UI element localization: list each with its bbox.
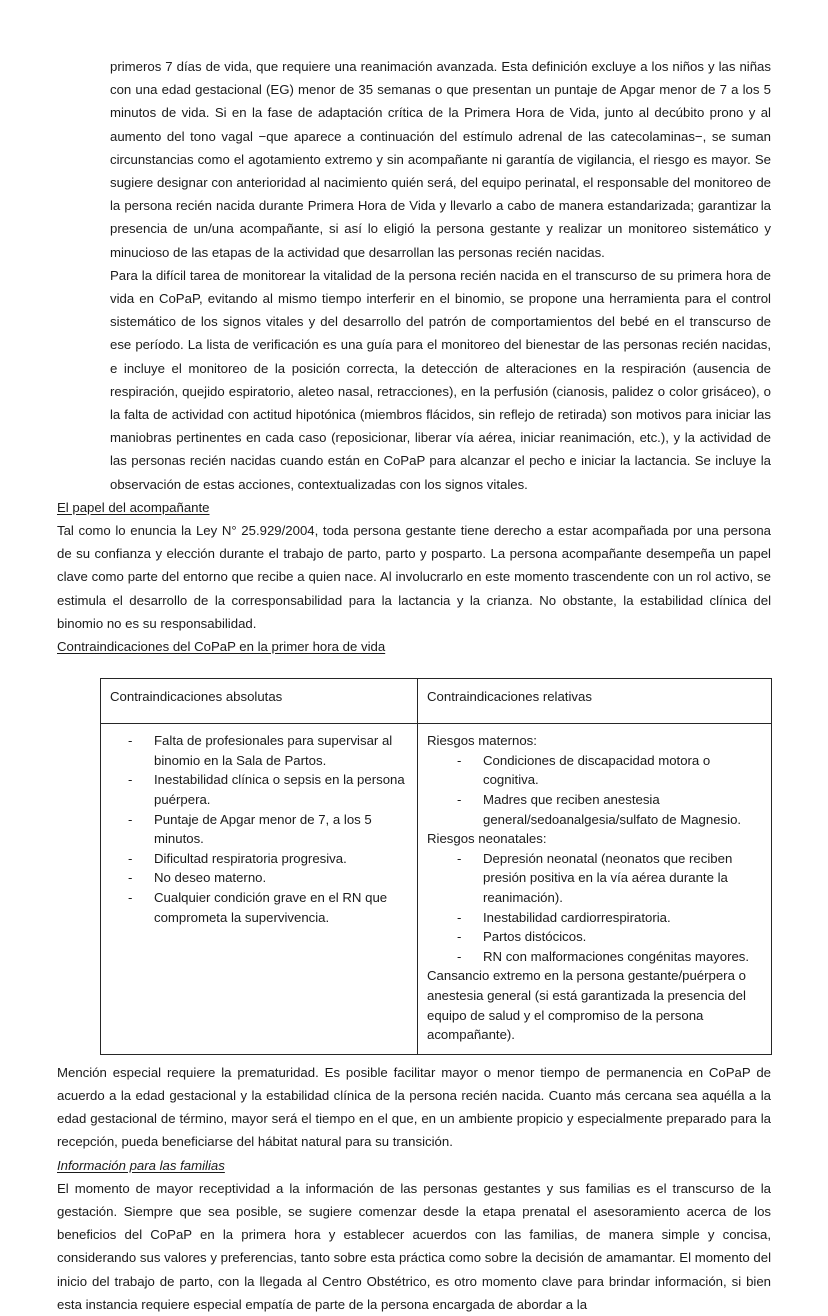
list-item: - Condiciones de discapacidad motora o cognitiva.	[427, 751, 762, 790]
relative-contraindications-closing: Cansancio extremo en la persona gestante/puérpera o anestesia general (si está garantizada la presencia del equipo de salud y el compromiso de la persona acompañante).	[427, 968, 746, 1043]
maternal-risks-label: Riesgos maternos:	[427, 733, 537, 749]
table-row	[101, 724, 772, 1055]
list-item: - Falta de profesionales para supervisar al binomio en la Sala de Partos.	[110, 731, 408, 770]
absolute-contraindications-list	[110, 731, 408, 927]
cell-absolutas	[101, 724, 418, 1055]
contraindications-table	[100, 678, 772, 1055]
list-item: - Inestabilidad clínica o sepsis en la persona puérpera.	[110, 770, 408, 809]
paragraph-1: primeros 7 días de vida, que requiere una reanimación avanzada. Esta definición excluye a los niños y las niñas con una edad gestacional (EG) menor de 35 semanas o que presentan un puntaje de Apgar menor de 7 a los 5 minutos de vida. Si en la fase de adaptación crítica de la Primera Hora de Vida, junto al decúbito prono y al aumento del tono vagal −que aparece a continuación del estímulo adrenal de las catecolaminas−, se suman circunstancias como el agotamiento extremo y sin acompañante ni garantía de vigilancia, el riesgo es mayor. Se sugiere designar con anterioridad al nacimiento quién será, del equipo perinatal, el responsable del monitoreo de la persona recién nacida durante Primera Hora de Vida y llevarlo a cabo de manera estandarizada; garantizar la presencia de un/una acompañante, si así lo eligió la persona gestante y realizar un monitoreo sistemático y minucioso de las etapas de la actividad que desarrollan las personas recién nacidas.	[110, 59, 771, 260]
paragraph-3: Tal como lo enuncia la Ley N° 25.929/2004, toda persona gestante tiene derecho a estar acompañada por una persona de su confianza y elección durante el trabajo de parto, parto y posparto. La persona acompañante desempeña un papel clave como parte del entorno que recibe a quien nace. Al involucrarlo en este momento trascendente con un rol activo, se estimula el desarrollo de la corresponsabilidad para la lactancia y la crianza. No obstante, la estabilidad clínica del binomio no es su responsabilidad.	[57, 523, 771, 631]
list-item: - Dificultad respiratoria progresiva.	[110, 849, 408, 869]
list-item: - Madres que reciben anestesia general/sedoanalgesia/sulfato de Magnesio.	[427, 790, 762, 829]
neonatal-risks-list	[427, 849, 762, 967]
list-item: - Depresión neonatal (neonatos que reciben presión positiva en la vía aérea durante la reanimación).	[427, 849, 762, 908]
column-header-relativas: Contraindicaciones relativas	[418, 679, 772, 724]
contraindications-table-wrapper	[100, 678, 771, 1055]
heading-text: Información para las familias	[57, 1157, 225, 1173]
list-item: - Inestabilidad cardiorrespiratoria.	[427, 908, 762, 928]
paragraph-4: Mención especial requiere la prematuridad. Es posible facilitar mayor o menor tiempo de permanencia en CoPaP de acuerdo a la edad gestacional y la estabilidad clínica de la persona recién nacida. Cuanto más cercana sea aquélla a la edad gestacional de término, mayor será el tiempo en el que, en un ambiente propicio y especialmente preparado para la recepción, pueda beneficiarse del hábitat natural para su transición.	[57, 1064, 771, 1150]
list-item: - Partos distócicos.	[427, 927, 762, 947]
heading-informacion-para-las-familias	[57, 1154, 771, 1177]
cell-relativas	[418, 724, 772, 1055]
maternal-risks-list	[427, 751, 762, 829]
list-item: - Puntaje de Apgar menor de 7, a los 5 minutos.	[110, 810, 408, 849]
list-item: - No deseo materno.	[110, 868, 408, 888]
list-item: - Cualquier condición grave en el RN que comprometa la supervivencia.	[110, 888, 408, 927]
paragraph-2: Para la difícil tarea de monitorear la vitalidad de la persona recién nacida en el transcurso de su primera hora de vida en CoPaP, evitando al mismo tiempo interferir en el binomio, se propone una herramienta para el control sistemático de los signos vitales y del desarrollo del patrón de comportamientos del bebé en el transcurso de ese período. La lista de verificación es una guía para el monitoreo del bienestar de las personas recién nacidas, e incluye el monitoreo de la posición correcta, la detección de alteraciones en la respiración (ausencia de respiración, quejido espiratorio, aleteo nasal, retracciones), en la perfusión (cianosis, palidez o color grisáceo), o la falta de actividad con actitud hipotónica (miembros flácidos, sin reflejo de retirada) son motivos para iniciar las maniobras pertinentes en cada caso (reposicionar, liberar vía aérea, iniciar reanimación, etc.), y la actividad de las personas recién nacidas cuando están en CoPaP para alcanzar el pecho e iniciar la lactancia. Se incluye la observación de estas acciones, contextualizadas con los signos vitales.	[110, 267, 771, 492]
heading-el-papel-del-acompanante	[57, 496, 771, 519]
table-header-row	[101, 679, 772, 724]
neonatal-risks-label: Riesgos neonatales:	[427, 831, 547, 847]
heading-text: Contraindicaciones del CoPaP en la primer hora de vida	[57, 639, 386, 655]
list-item: - RN con malformaciones congénitas mayores.	[427, 947, 762, 967]
paragraph-5: El momento de mayor receptividad a la información de las personas gestantes y sus familias es el transcurso de la gestación. Siempre que sea posible, se sugiere comenzar desde la etapa prenatal el asesoramiento acerca de los beneficios del CoPaP en la primera hora y establecer acuerdos con las familias, de manera simple y concisa, considerando sus valores y preferencias, tanto sobre esta práctica como sobre la decisión de amamantar. El momento del inicio del trabajo de parto, con la llegada al Centro Obstétrico, es otro momento clave para brindar información, si bien esta instancia requiere especial empatía de parte de la persona encargada de abordar a la	[57, 1180, 771, 1312]
column-header-absolutas: Contraindicaciones absolutas	[101, 679, 418, 724]
heading-contraindicaciones	[57, 635, 771, 658]
heading-text: El papel del acompañante	[57, 499, 210, 515]
